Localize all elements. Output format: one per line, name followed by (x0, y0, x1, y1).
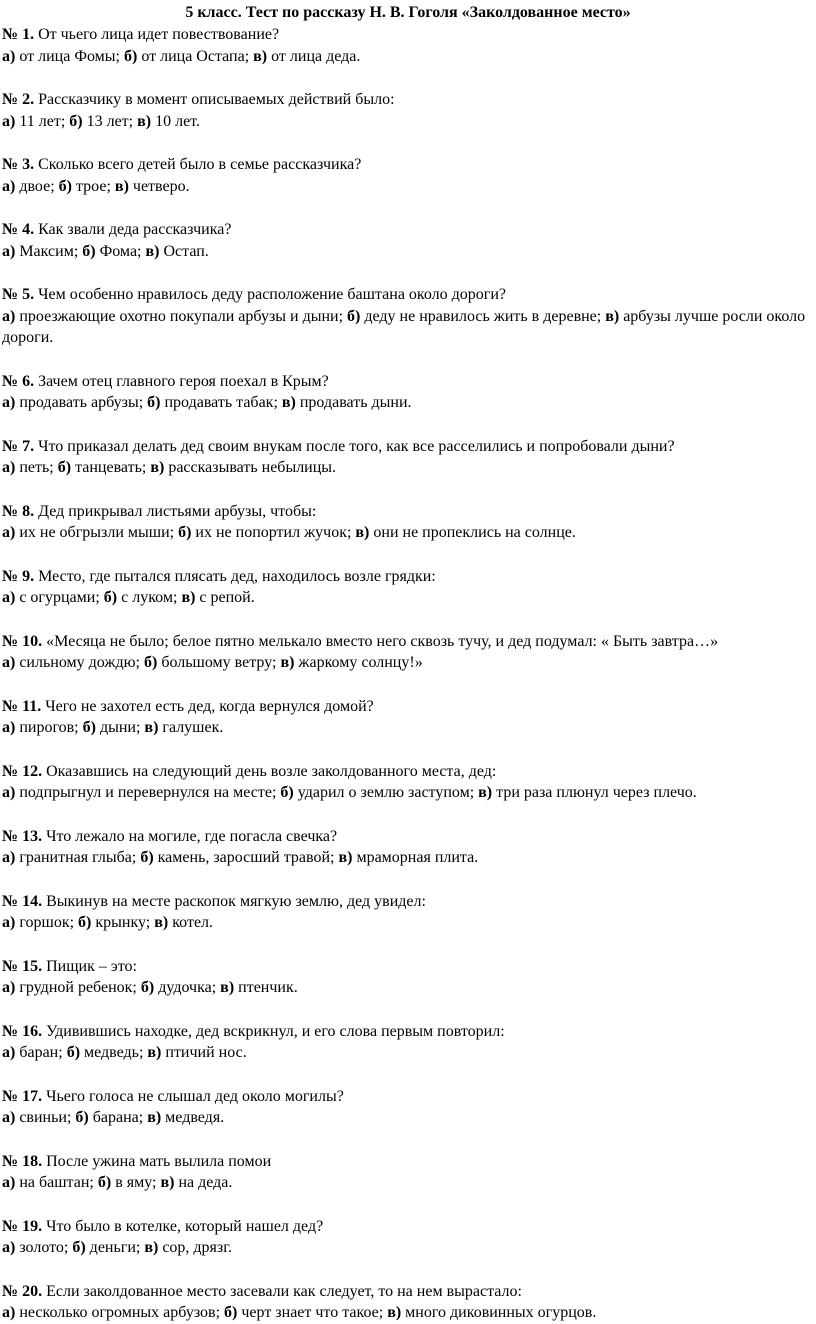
question-text: Что лежало на могиле, где погасла свечка? (46, 827, 338, 845)
question-number: № 5. (2, 286, 35, 303)
answer-options (2, 977, 814, 999)
option-letter: а) (2, 719, 16, 736)
option-letter: в) (154, 914, 169, 931)
option-letter: б) (347, 307, 361, 325)
question-number: № 6. (2, 372, 35, 390)
question-block (2, 696, 814, 739)
option-text: Максим; (19, 242, 79, 260)
option-text: продавать табак; (164, 394, 278, 411)
question-number: № 20. (2, 1282, 43, 1300)
question-line (2, 371, 814, 393)
question-block (2, 24, 814, 67)
answer-options (2, 1107, 814, 1129)
option-text: танцевать; (75, 459, 147, 476)
question-number: № 1. (2, 26, 35, 43)
option-letter: в) (181, 589, 196, 606)
answer-options (2, 587, 814, 609)
option-letter: а) (2, 849, 16, 866)
question-block (2, 284, 814, 349)
question-text: Оказавшись на следующий день возле заколдованного места, дед: (46, 762, 497, 780)
option-letter: б) (58, 177, 72, 195)
option-letter: б) (280, 784, 294, 801)
question-text: Выкинув на месте раскопок мягкую землю, дед увидел: (46, 892, 426, 910)
option-letter: б) (57, 459, 72, 476)
question-line (2, 1151, 814, 1173)
question-block (2, 891, 814, 934)
question-text: Рассказчику в момент описываемых действий было: (38, 91, 395, 108)
option-letter: а) (2, 1109, 16, 1126)
option-text: деньги; (89, 1239, 141, 1256)
answer-options (2, 1237, 814, 1259)
option-letter: б) (123, 47, 138, 65)
option-text: черт знает что такое; (241, 1304, 384, 1321)
option-text: медведя. (165, 1109, 225, 1126)
question-number: № 17. (2, 1087, 43, 1105)
option-text: 10 лет. (155, 112, 200, 130)
option-letter: в) (355, 524, 370, 541)
option-text: сильному дождю; (19, 654, 140, 671)
option-text: деду не нравилось жить в деревне; (364, 307, 602, 325)
answer-options (2, 522, 814, 544)
question-block (2, 761, 814, 804)
option-letter: в) (387, 1304, 402, 1321)
option-letter: в) (280, 654, 295, 671)
option-text: котел. (172, 914, 214, 931)
option-text: галушек. (162, 719, 224, 736)
option-letter: в) (605, 307, 620, 325)
option-text: золото; (19, 1239, 69, 1256)
option-letter: в) (150, 459, 165, 476)
question-line (2, 1021, 814, 1043)
question-block (2, 956, 814, 999)
question-list (2, 24, 814, 1324)
answer-options (2, 392, 814, 414)
question-text: Как звали деда рассказчика? (38, 221, 232, 238)
question-line (2, 956, 814, 978)
question-number: № 15. (2, 957, 43, 975)
page-title: 5 класс. Тест по рассказу Н. В. Гоголя «Заколдованное место» (185, 4, 631, 21)
option-text: Остап. (163, 242, 209, 260)
question-block (2, 631, 814, 674)
question-block (2, 1216, 814, 1259)
option-text: их не обгрызли мыши; (19, 524, 175, 541)
option-letter: в) (145, 242, 160, 260)
option-text: двое; (19, 177, 55, 195)
question-block (2, 1086, 814, 1129)
option-letter: а) (2, 307, 16, 325)
option-letter: б) (178, 524, 192, 541)
option-letter: а) (2, 459, 16, 476)
question-number: № 16. (2, 1022, 43, 1040)
question-block (2, 89, 814, 132)
question-line (2, 1216, 814, 1238)
answer-options (2, 457, 814, 479)
option-text: продавать арбузы; (19, 394, 144, 411)
question-number: № 9. (2, 567, 35, 585)
option-letter: в) (147, 1044, 162, 1061)
option-text: от лица Остапа; (141, 47, 250, 65)
question-block (2, 219, 814, 262)
option-text: большому ветру; (161, 654, 277, 671)
option-text: жаркому солнцу!» (298, 654, 423, 671)
question-line (2, 826, 814, 848)
option-letter: а) (2, 177, 16, 195)
question-text: Зачем отец главного героя поехал в Крым? (38, 372, 329, 390)
question-text: Если заколдованное место засевали как следует, то на нем вырастало: (46, 1282, 522, 1300)
option-letter: б) (147, 394, 161, 411)
option-letter: а) (2, 979, 16, 996)
option-letter: б) (97, 1174, 112, 1191)
question-line (2, 566, 814, 588)
option-text: от лица деда. (271, 47, 361, 65)
question-text: Удивившись находке, дед вскрикнул, и его слова первым повторил: (46, 1022, 505, 1040)
option-text: свиньи; (19, 1109, 72, 1126)
question-text: Пищик – это: (46, 957, 137, 975)
option-text: ударил о землю заступом; (297, 784, 475, 801)
option-letter: б) (75, 1109, 89, 1126)
option-text: от лица Фомы; (19, 47, 120, 65)
question-text: «Месяца не было; белое пятно мелькало вместо него сквозь тучу, и дед подумал: « Быть завтра…» (46, 632, 719, 650)
question-block (2, 1281, 814, 1324)
option-text: рассказывать небылицы. (168, 459, 337, 476)
option-text: они не пропеклись на солнце. (373, 524, 576, 541)
option-text: трое; (75, 177, 111, 195)
question-block (2, 436, 814, 479)
option-letter: а) (2, 394, 16, 411)
question-text: Чем особенно нравилось деду расположение баштана около дороги? (38, 286, 507, 303)
option-text: пирогов; (19, 719, 79, 736)
option-letter: а) (2, 654, 16, 671)
option-text: птенчик. (238, 979, 298, 996)
option-text: с луком; (121, 589, 178, 606)
question-block (2, 1151, 814, 1194)
option-letter: а) (2, 1174, 16, 1191)
option-text: птичий нос. (165, 1044, 247, 1061)
option-letter: б) (82, 242, 96, 260)
question-number: № 19. (2, 1217, 43, 1235)
question-text: Сколько всего детей было в семье рассказчика? (38, 156, 362, 173)
option-text: медведь; (84, 1044, 144, 1061)
option-text: гранитная глыба; (19, 849, 137, 866)
option-text: на баштан; (19, 1174, 94, 1191)
option-text: подпрыгнул и перевернулся на месте; (19, 784, 277, 801)
question-number: № 2. (2, 91, 35, 108)
option-letter: в) (114, 177, 129, 195)
option-letter: б) (103, 589, 118, 606)
option-text: мраморная плита. (356, 849, 479, 866)
option-letter: а) (2, 784, 16, 801)
option-text: крынку; (95, 914, 151, 931)
option-letter: а) (2, 524, 16, 541)
option-letter: б) (78, 914, 92, 931)
option-letter: в) (220, 979, 235, 996)
option-text: сор, дрязг. (162, 1239, 232, 1256)
question-text: Что было в котелке, который нашел дед? (46, 1217, 324, 1235)
question-block (2, 154, 814, 197)
option-letter: б) (66, 1044, 81, 1061)
question-block (2, 566, 814, 609)
answer-options (2, 1302, 814, 1324)
option-letter: в) (160, 1174, 175, 1191)
question-number: № 13. (2, 827, 43, 845)
question-line (2, 696, 814, 718)
question-line (2, 89, 814, 111)
option-letter: б) (224, 1304, 238, 1321)
option-letter: б) (140, 979, 155, 996)
option-text: четверо. (132, 177, 190, 195)
option-letter: б) (69, 112, 83, 130)
question-text: Чьего голоса не слышал дед около могилы? (46, 1087, 344, 1105)
option-text: грудной ребенок; (19, 979, 137, 996)
answer-options (2, 1172, 814, 1194)
option-letter: в) (338, 849, 353, 866)
question-text: Дед прикрывал листьями арбузы, чтобы: (38, 502, 317, 520)
question-block (2, 371, 814, 414)
option-text: дудочка; (158, 979, 217, 996)
option-text: петь; (19, 459, 54, 476)
question-line (2, 891, 814, 913)
question-line (2, 154, 814, 176)
answer-options (2, 1042, 814, 1064)
option-text: арбузы лучше росли около дороги. (2, 307, 806, 346)
option-letter: а) (2, 589, 16, 606)
option-letter: а) (2, 112, 16, 130)
question-line (2, 436, 814, 458)
option-letter: в) (253, 47, 268, 65)
option-text: дыни; (99, 719, 145, 736)
answer-options (2, 847, 814, 869)
question-text: Место, где пытался плясать дед, находилось возле грядки: (38, 567, 436, 585)
answer-options (2, 241, 814, 263)
option-letter: в) (144, 719, 159, 736)
question-number: № 12. (2, 762, 43, 780)
option-text: три раза плюнул через плечо. (496, 784, 697, 801)
question-line (2, 761, 814, 783)
question-line (2, 631, 814, 653)
option-letter: а) (2, 242, 16, 260)
option-text: 11 лет; (19, 112, 66, 130)
option-text: горшок; (19, 914, 75, 931)
question-number: № 14. (2, 892, 43, 910)
option-text: камень, заросший травой; (157, 849, 335, 866)
question-block (2, 501, 814, 544)
option-letter: б) (140, 849, 154, 866)
question-block (2, 826, 814, 869)
option-text: с огурцами; (19, 589, 100, 606)
question-line (2, 24, 814, 46)
question-number: № 3. (2, 156, 35, 173)
option-letter: а) (2, 1304, 16, 1321)
option-text: на деда. (178, 1174, 233, 1191)
question-block (2, 1021, 814, 1064)
option-letter: а) (2, 1044, 16, 1061)
option-letter: а) (2, 47, 16, 65)
option-letter: б) (144, 654, 158, 671)
option-letter: в) (137, 112, 152, 130)
option-text: с репой. (199, 589, 255, 606)
question-text: Что приказал делать дед своим внукам после того, как все расселились и попробовали дыни? (38, 437, 675, 455)
option-text: много диковинных огурцов. (405, 1304, 597, 1321)
question-text: После ужина мать вылила помои (46, 1152, 272, 1170)
question-number: № 18. (2, 1152, 43, 1170)
answer-options (2, 912, 814, 934)
option-letter: в) (144, 1239, 159, 1256)
question-number: № 4. (2, 221, 35, 238)
option-text: Фома; (99, 242, 142, 260)
question-line (2, 219, 814, 241)
option-letter: в) (281, 394, 296, 411)
option-letter: б) (72, 1239, 86, 1256)
answer-options (2, 306, 814, 349)
answer-options (2, 782, 814, 804)
option-letter: б) (82, 719, 96, 736)
question-number: № 7. (2, 437, 35, 455)
question-line (2, 501, 814, 523)
option-text: их не попортил жучок; (195, 524, 352, 541)
option-letter: а) (2, 1239, 16, 1256)
question-line (2, 1086, 814, 1108)
question-number: № 10. (2, 632, 43, 650)
question-line (2, 1281, 814, 1303)
option-letter: а) (2, 914, 16, 931)
option-letter: в) (147, 1109, 162, 1126)
answer-options (2, 176, 814, 198)
question-text: Чего не захотел есть дед, когда вернулся домой? (45, 697, 374, 715)
answer-options (2, 717, 814, 739)
answer-options (2, 46, 814, 68)
option-text: несколько огромных арбузов; (19, 1304, 221, 1321)
question-text: От чьего лица идет повествование? (38, 26, 280, 43)
option-text: 13 лет; (86, 112, 134, 130)
answer-options (2, 652, 814, 674)
option-letter: в) (478, 784, 493, 801)
option-text: продавать дыни. (299, 394, 412, 411)
option-text: проезжающие охотно покупали арбузы и дыни; (19, 307, 344, 325)
question-number: № 11. (2, 697, 42, 715)
answer-options (2, 111, 814, 133)
option-text: барана; (92, 1109, 144, 1126)
question-number: № 8. (2, 502, 35, 520)
option-text: в яму; (115, 1174, 157, 1191)
question-line (2, 284, 814, 306)
option-text: баран; (19, 1044, 63, 1061)
